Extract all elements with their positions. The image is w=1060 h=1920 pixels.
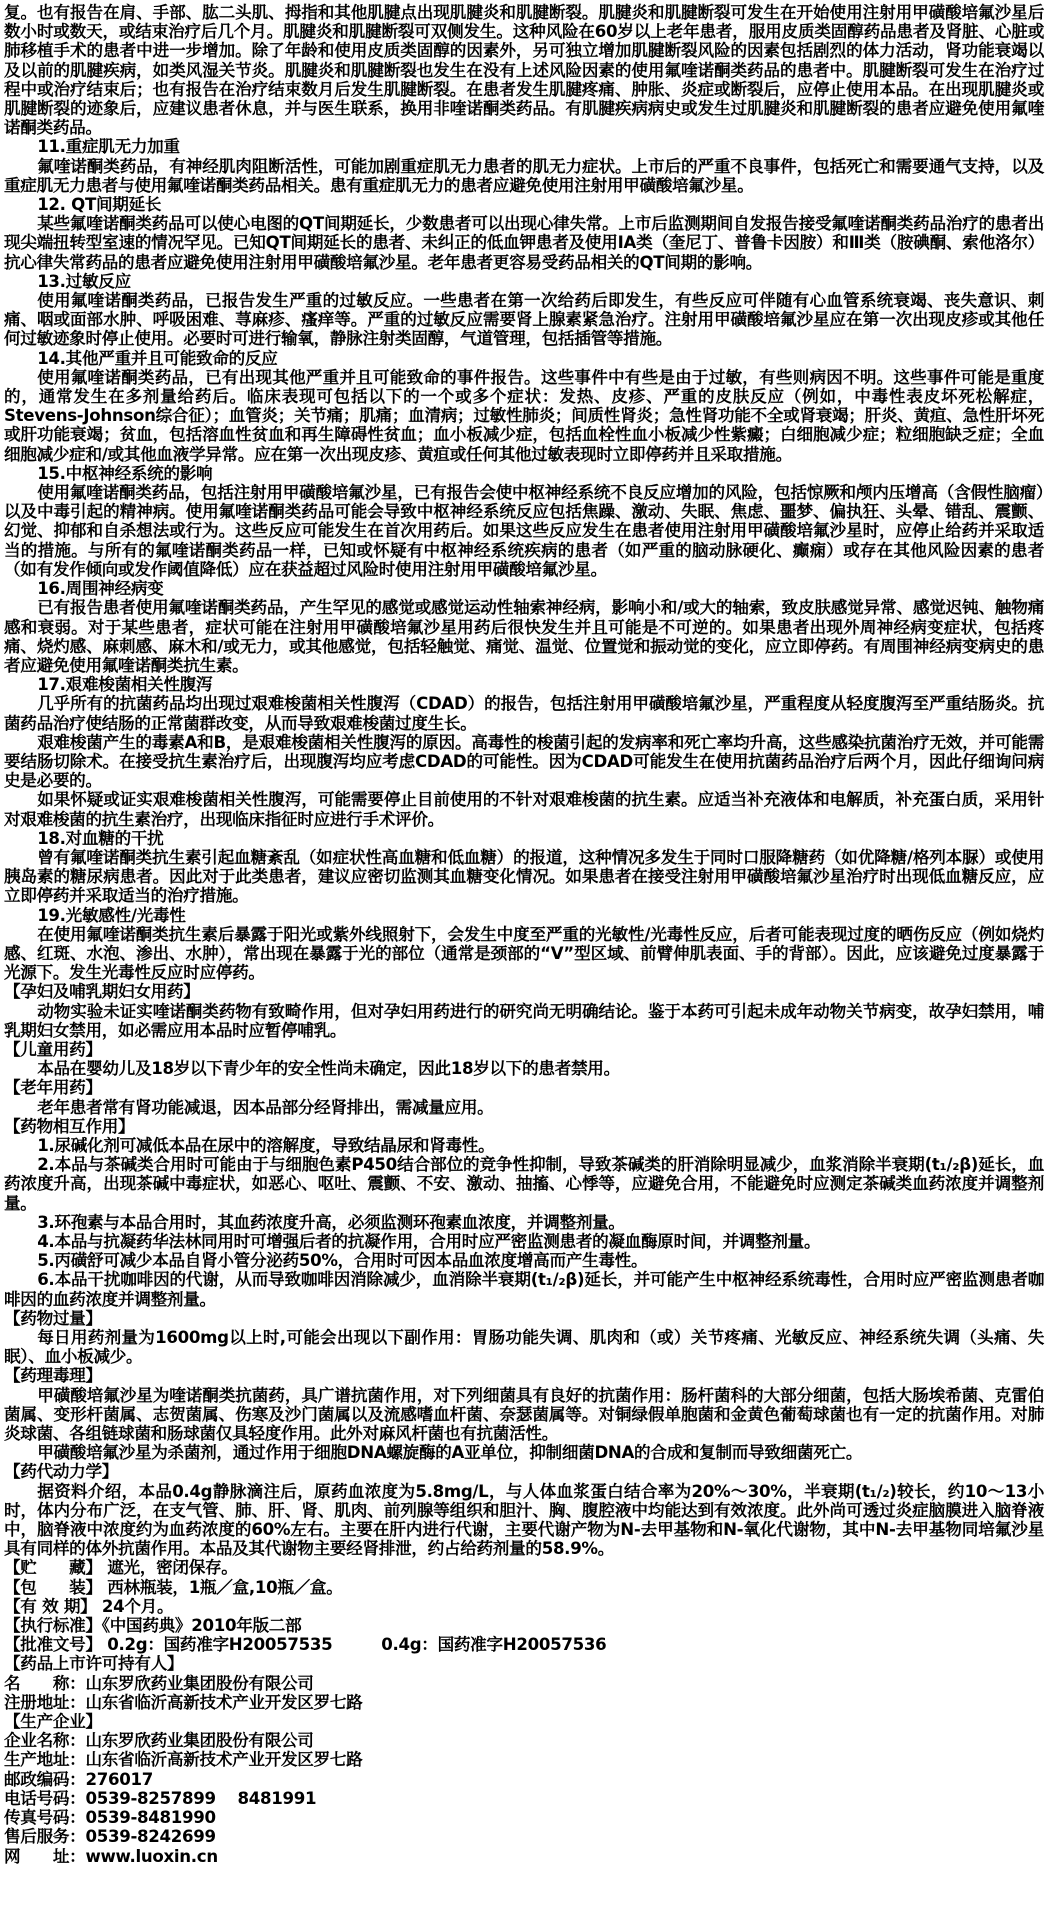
bracket-heading: 【药理毒理】 bbox=[4, 1366, 102, 1386]
section-heading: 14.其他严重并且可能致命的反应 bbox=[37, 348, 278, 368]
info-line: 【批准文号】 0.2g：国药准字H20057535 0.4g：国药准字H20057536 bbox=[4, 1635, 607, 1655]
info-line: 邮政编码：276017 bbox=[4, 1769, 153, 1789]
info-line: 生产地址：山东省临沂高新技术产业开发区罗七路 bbox=[4, 1750, 363, 1770]
paragraph: 1.尿碱化剂可减低本品在尿中的溶解度，导致结晶尿和肾毒性。 bbox=[37, 1135, 495, 1155]
bracket-heading: 【孕妇及哺乳期妇女用药】 bbox=[4, 982, 200, 1002]
bracket-heading: 【药代动力学】 bbox=[4, 1462, 119, 1482]
paragraph: 6.本品干扰咖啡因的代谢，从而导致咖啡因消除减少，血消除半衰期(t₁/₂β)延长，并可能产生中枢神经系统毒性，合用时应严密监测患者咖啡因的血药浓度并调整剂量。 bbox=[4, 1270, 1044, 1309]
info-line: 【执行标准】《中国药典》2010年版二部 bbox=[4, 1616, 302, 1636]
paragraph: 使用氟喹诺酮类药品，已有出现其他严重并且可能致命的事件报告。这些事件中有些是由于过敏，有些则病因不明。这些事件可能是重度的，通常发生在多剂量给药后。临床表现可包括以下的一个或多个症状：发热、皮疹、严重的皮肤反应（例如，中毒性表皮坏死松解症，Stevens-Johnson综合征）；血管炎；关节痛；肌痛；血清病；过敏性肺炎；间质性肾炎；急性肾功能不全或肾衰竭；肝炎、黄疸、急性肝坏死或肝功能衰竭；贫血，包括溶血性贫血和再生障碍性贫血；血小板减少症，包括血栓性血小板减少性紫癜；白细胞减少症；粒细胞缺乏症；全血细胞减少症和/或其他血液学异常。应在第一次出现皮疹、黄疸或任何其他过敏表现时立即停药并且采取措施。 bbox=[4, 367, 1044, 464]
bracket-heading: 【老年用药】 bbox=[4, 1078, 102, 1098]
section-heading: 12. QT间期延长 bbox=[37, 195, 162, 215]
info-line: 【有 效 期】 24个月。 bbox=[4, 1596, 174, 1616]
paragraph: 曾有氟喹诺酮类抗生素引起血糖紊乱（如症状性高血糖和低血糖）的报道，这种情况多发生于同时口服降糖药（如优降糖/格列本脲）或使用胰岛素的糖尿病患者。因此对于此类患者，建议应密切监测其血糖变化情况。如果患者在接受注射用甲磺酸培氟沙星治疗时出现低血糖反应，应立即停药并采取适当的治疗措施。 bbox=[4, 847, 1044, 906]
paragraph: 甲磺酸培氟沙星为喹诺酮类抗菌药，具广谱抗菌作用，对下列细菌具有良好的抗菌作用：肠杆菌科的大部分细菌，包括大肠埃希菌、克雷伯菌属、变形杆菌属、志贺菌属、伤寒及沙门菌属以及流感嗜血杆菌、奈瑟菌属等。对铜绿假单胞菌和金黄色葡萄球菌也有一定的抗菌作用。对肺炎球菌、各组链球菌和肠球菌仅具轻度作用。此外对麻风杆菌也有抗菌活性。 bbox=[4, 1385, 1044, 1444]
paragraph: 4.本品与抗凝药华法林同用时可增强后者的抗凝作用，合用时应严密监测患者的凝血酶原时间，并调整剂量。 bbox=[37, 1232, 821, 1251]
bracket-heading: 【药物过量】 bbox=[4, 1308, 102, 1328]
paragraph: 3.环孢素与本品合用时，其血药浓度升高，必须监测环孢素血浓度，并调整剂量。 bbox=[37, 1212, 625, 1232]
bracket-heading: 【生产企业】 bbox=[4, 1712, 102, 1732]
paragraph: 使用氟喹诺酮类药品，已报告发生严重的过敏反应。一些患者在第一次给药后即发生，有些反应可伴随有心血管系统衰竭、丧失意识、刺痛、咽或面部水肿、呼吸困难、荨麻疹、瘙痒等。严重的过敏反应需要肾上腺素紧急治疗。注射用甲磺酸培氟沙星应在第一次出现皮疹或其他任何过敏迹象时停止使用。必要时可进行输氧，静脉注射类固醇，气道管理，包括插管等措施。 bbox=[4, 291, 1044, 349]
paragraph: 据资料介绍，本品0.4g静脉滴注后，原药血浓度为5.8mg/L，与人体血浆蛋白结合率为20%～30%，半衰期(t₁/₂)较长，约10～13小时，体内分布广泛，在支气管、肺、肝、肾、肌肉、前列腺等组织和胆汁、胸、腹腔液中均能达到有效浓度。此外尚可透过炎症脑膜进入脑脊液中，脑脊液中浓度约为血药浓度的60%左右。主要在肝内进行代谢，主要代谢产物为N-去甲基物和N-氧化代谢物，其中N-去甲基物同培氟沙星具有同样的体外抗菌作用。本品及其代谢物主要经肾排泄，约占给药剂量的58.9%。 bbox=[4, 1481, 1044, 1559]
section-heading: 11.重症肌无力加重 bbox=[37, 137, 180, 157]
bracket-heading: 【药物相互作用】 bbox=[4, 1116, 135, 1136]
info-line: 电话号码：0539-8257899 8481991 bbox=[4, 1788, 317, 1808]
paragraph: 几乎所有的抗菌药品均出现过艰难梭菌相关性腹泻（CDAD）的报告，包括注射用甲磺酸培氟沙星，严重程度从轻度腹泻至严重结肠炎。抗菌药品治疗使结肠的正常菌群改变，从而导致艰难梭菌过度生长。 bbox=[4, 694, 1044, 733]
paragraph: 某些氟喹诺酮类药品可以使心电图的QT间期延长，少数患者可以出现心律失常。上市后监测期间自发报告接受氟喹诺酮类药品治疗的患者出现尖端扭转型室速的情况罕见。已知QT间期延长的患者、未纠正的低血钾患者及使用IA类（奎尼丁、普鲁卡因胺）和Ⅲ类（胺碘酮、索他洛尔）抗心律失常药品的患者应避免使用注射用甲磺酸培氟沙星。老年患者更容易受药品相关的QT间期的影响。 bbox=[4, 214, 1044, 272]
paragraph: 老年患者常有肾功能减退，因本品部分经肾排出，需减量应用。 bbox=[37, 1097, 494, 1117]
paragraph: 每日用药剂量为1600mg以上时,可能会出现以下副作用：胃肠功能失调、肌肉和（或）关节疼痛、光敏反应、神经系统失调（头痛、失眠）、血小板减少。 bbox=[4, 1328, 1044, 1367]
info-line: 注册地址：山东省临沂高新技术产业开发区罗七路 bbox=[4, 1692, 363, 1712]
paragraph: 在使用氟喹诺酮类抗生素后暴露于阳光或紫外线照射下，会发生中度至严重的光敏性/光毒性反应，后者可能表现过度的晒伤反应（例如烧灼感、红斑、水泡、渗出、水肿），常出现在暴露于光的部位（通常是颈部的“V”型区域、前臂伸肌表面、手的背部）。因此，应该避免过度暴露于光源下。发生光毒性反应时应停药。 bbox=[4, 924, 1044, 983]
paragraph-continuation: 复。也有报告在肩、手部、肱二头肌、拇指和其他肌腱点出现肌腱炎和肌腱断裂。肌腱炎和肌腱断裂可发生在开始使用注射用甲磺酸培氟沙星后数小时或数天，或结束治疗后几个月。肌腱炎和肌腱断裂可双侧发生。这种风险在60岁以上老年患者，服用皮质类固醇药品患者及肾脏、心脏或肺移植手术的患者中进一步增加。除了年龄和使用皮质类固醇的因素外，另可独立增加肌腱断裂风险的因素包括剧烈的体力活动，肾功能衰竭以及以前的肌腱疾病，如类风湿关节炎。肌腱炎和肌腱断裂也发生在没有上述风险因素的使用氟喹诺酮类药品的患者中。肌腱断裂可发生在治疗过程中或治疗结束后；也有报告在治疗结束数月后发生肌腱断裂。在患者发生肌腱疼痛、肿胀、炎症或断裂后，应停止使用本品。在出现肌腱炎或肌腱断裂的迹象后，应建议患者休息，并与医生联系，换用非喹诺酮类药品。有肌腱疾病病史或发生过肌腱炎和肌腱断裂的患者应避免使用氟喹诺酮类药品。 bbox=[4, 3, 1044, 138]
info-line: 【包 装】 西林瓶装，1瓶／盒,10瓶／盒。 bbox=[4, 1577, 343, 1597]
bracket-heading: 【儿童用药】 bbox=[4, 1039, 102, 1059]
info-line: 售后服务：0539-8242699 bbox=[4, 1827, 216, 1847]
paragraph: 5.丙磺舒可减少本品自肾小管分泌药50%，合用时可因本品血浓度增高而产生毒性。 bbox=[37, 1251, 648, 1271]
section-heading: 16.周围神经病变 bbox=[37, 579, 164, 599]
paragraph: 2.本品与茶碱类合用时可能由于与细胞色素P450结合部位的竞争性抑制，导致茶碱类的肝消除明显减少，血浆消除半衰期(t₁/₂β)延长，血药浓度升高，出现茶碱中毒症状，如恶心、呕吐、震颤、不安、激动、抽搐、心悸等，应避免合用，不能避免时应测定茶碱类血药浓度并调整剂量。 bbox=[4, 1155, 1044, 1213]
info-line: 网 址：www.luoxin.cn bbox=[4, 1846, 218, 1866]
paragraph: 氟喹诺酮类药品，有神经肌肉阻断活性，可能加剧重症肌无力患者的肌无力症状。上市后的严重不良事件，包括死亡和需要通气支持，以及重症肌无力患者与使用氟喹诺酮类药品相关。患有重症肌无力的患者应避免使用注射用甲磺酸培氟沙星。 bbox=[4, 156, 1044, 195]
section-heading: 13.过敏反应 bbox=[37, 271, 131, 291]
section-heading: 17.艰难梭菌相关性腹泻 bbox=[37, 675, 213, 695]
bracket-heading: 【药品上市许可持有人】 bbox=[4, 1654, 184, 1674]
info-line: 名 称：山东罗欣药业集团股份有限公司 bbox=[4, 1673, 314, 1693]
paragraph: 如果怀疑或证实艰难梭菌相关性腹泻，可能需要停止目前使用的不针对艰难梭菌的抗生素。应适当补充液体和电解质，补充蛋白质，采用针对艰难梭菌的抗生素治疗，出现临床指征时应进行手术评价。 bbox=[4, 790, 1044, 829]
section-heading: 15.中枢神经系统的影响 bbox=[37, 463, 213, 483]
info-line: 传真号码：0539-8481990 bbox=[4, 1808, 216, 1828]
paragraph: 动物实验未证实喹诺酮类药物有致畸作用，但对孕妇用药进行的研究尚无明确结论。鉴于本药可引起未成年动物关节病变，故孕妇禁用，哺乳期妇女禁用，如必需应用本品时应暂停哺乳。 bbox=[4, 1001, 1044, 1040]
info-line: 【贮 藏】 遮光，密闭保存。 bbox=[4, 1558, 238, 1578]
paragraph: 甲磺酸培氟沙星为杀菌剂，通过作用于细胞DNA螺旋酶的A亚单位，抑制细菌DNA的合成和复制而导致细菌死亡。 bbox=[37, 1443, 863, 1463]
paragraph: 本品在婴幼儿及18岁以下青少年的安全性尚未确定，因此18岁以下的患者禁用。 bbox=[37, 1059, 620, 1079]
paragraph: 已有报告患者使用氟喹诺酮类药品，产生罕见的感觉或感觉运动性轴索神经病，影响小和/或大的轴索，致皮肤感觉异常、感觉迟钝、触物痛感和衰弱。对于某些患者，症状可能在注射用甲磺酸培氟沙星用药后很快发生并且可能是不可逆的。如果患者出现外周神经病变症状，包括疼痛、烧灼感、麻刺感、麻木和/或无力，或其他感觉，包括轻触觉、痛觉、温觉、位置觉和振动觉的变化，应立即停药。有周围神经病变病史的患者应避免使用氟喹诺酮类抗生素。 bbox=[4, 598, 1044, 675]
section-heading: 19.光敏感性/光毒性 bbox=[37, 905, 186, 925]
info-line: 企业名称：山东罗欣药业集团股份有限公司 bbox=[4, 1731, 314, 1751]
paragraph: 艰难梭菌产生的毒素A和B，是艰难梭菌相关性腹泻的原因。高毒性的梭菌引起的发病率和死亡率均升高，这些感染抗菌治疗无效，并可能需要结肠切除术。在接受抗生素治疗后，出现腹泻均应考虑CDAD的可能性。因为CDAD可能发生在使用抗菌药品治疗后两个月，因此仔细询问病史是必要的。 bbox=[4, 732, 1044, 791]
section-heading: 18.对血糖的干扰 bbox=[37, 828, 164, 848]
paragraph: 使用氟喹诺酮类药品，包括注射用甲磺酸培氟沙星，已有报告会使中枢神经系统不良反应增加的风险，包括惊厥和颅内压增高（含假性脑瘤）以及中毒引起的精神病。使用氟喹诺酮类药品可能会导致中枢神经系统反应包括焦躁、激动、失眠、焦虑、噩梦、偏执狂、头晕、错乱、震颤、幻觉、抑郁和自杀想法或行为。这些反应可能发生在首次用药后。如果这些反应发生在患者使用注射用甲磺酸培氟沙星时，应停止给药并采取适当的措施。与所有的氟喹诺酮类药品一样，已知或怀疑有中枢神经系统疾病的患者（如严重的脑动脉硬化、癫痫）或存在其他风险因素的患者（如有发作倾向或发作阈值降低）应在获益超过风险时使用注射用甲磺酸培氟沙星。 bbox=[4, 483, 1044, 579]
